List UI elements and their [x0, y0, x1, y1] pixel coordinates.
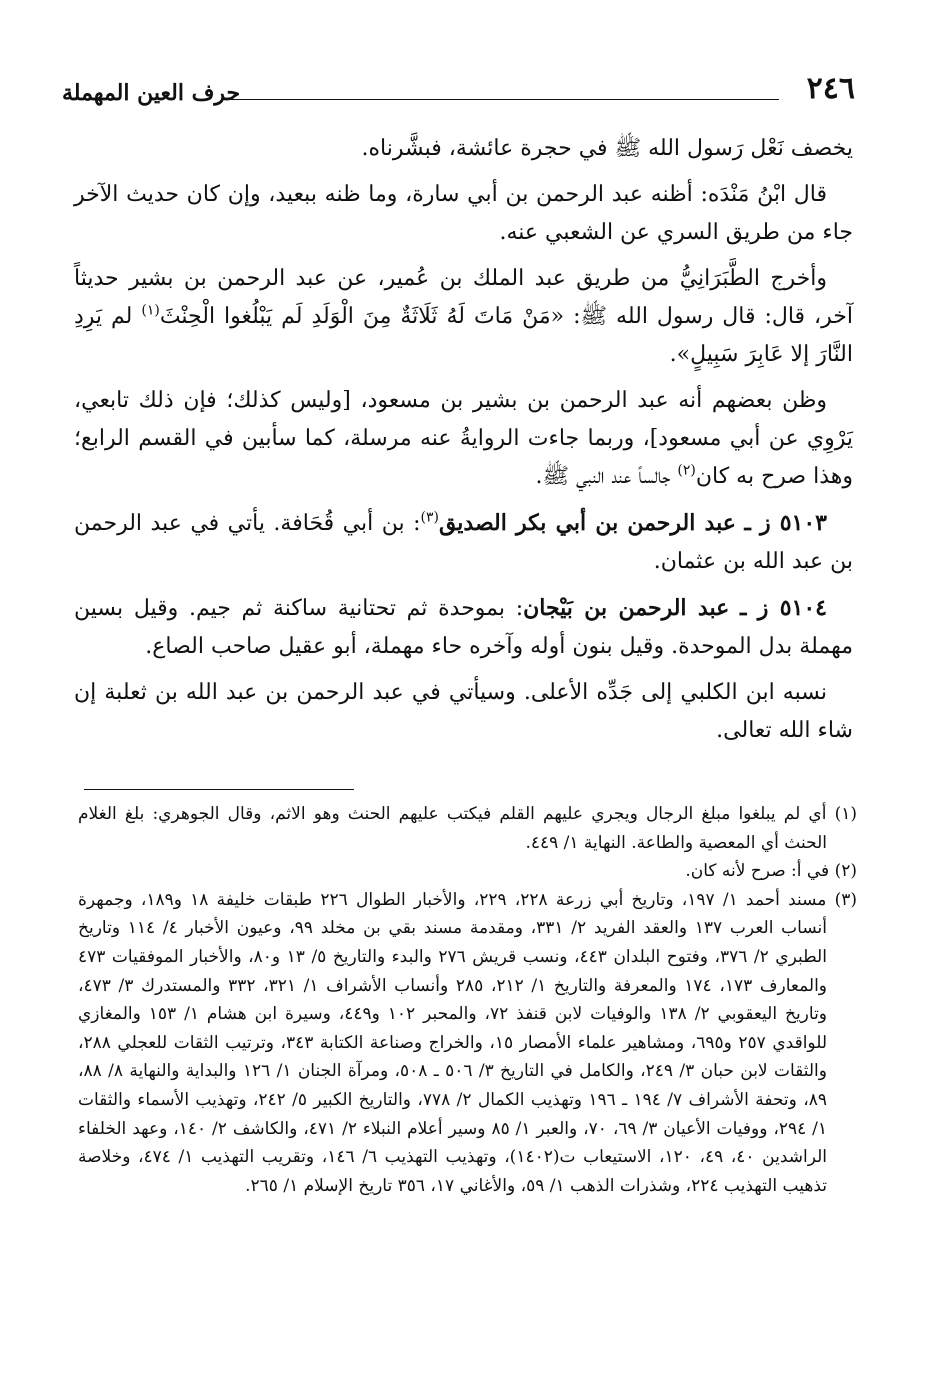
- footnote-2: (٢) في أ: صرح لأنه كان.: [685, 861, 857, 882]
- entry-text: : بموحدة ثم تحتانية ساكنة ثم جيم. وقيل بسين مهملة بدل الموحدة. وقيل بنون أوله وآخره حاء مهملة، أبو عقيل صاحب الصاع.: [74, 596, 853, 659]
- entry-heading: عبد الرحمن بن بَيْجان: [523, 595, 730, 621]
- paragraph-ibn-mandah: قال ابْنُ مَنْدَه: أظنه عبد الرحمن بن أبي سارة، وما ظنه ببعيد، وإن كان حديث الآخر جاء من طريق السري عن الشعبي عنه.: [74, 182, 853, 245]
- paragraph-ibn-kalbi: نسبه ابن الكلبي إلى جَدِّه الأعلى. وسيأتي في عبد الرحمن بن عبد الله بن ثعلبة إن شاء الله تعالى.: [74, 680, 853, 743]
- paragraph-bashir: [74, 382, 853, 496]
- footnote-3: (٣) مسند أحمد ١/ ١٩٧، وتاريخ أبي زرعة ٢٢٨، ٢٢٩، والأخبار الطوال ٢٢٦ طبقات خليفة ١٨ و١٨٩، وجمهرة أنساب العرب ١٣٧ والعقد الفريد ٢/ ٣٣١، ومقدمة مسند بقي بن مخلد ٩٩، وعيون الأخبار ٤/ ١١٤ وتاريخ الطبري ٢/ ٣٧٦، وفتوح البلدان ٤٤٣، ونسب قريش ٢٧٦ والبدء والتاريخ ٥/ ١٣ و٨٠، والأخبار الموفقيات ٤٧٣ والمعارف ١٧٣، ١٧٤ والمعرفة والتاريخ ١/ ٢١٢، ٢٨٥ وأنساب الأشراف ١/ ٣٢١، ٣٣٢ والمستدرك ٣/ ٤٧٣، وتاريخ اليعقوبي ٢/ ١٣٨ والوفيات لابن قنفذ ٧٢، والمحبر ١٠٢ و٤٤٩، وسيرة ابن هشام ١/ ١٥٣ والمغازي للواقدي ٢٥٧ و٦٩٥، ومشاهير علماء الأمصار ١٥، والخراج وصناعة الكتابة ٣٤٣، وترتيب الثقات للعجلي ٢٨٨، والثقات لابن حبان ٣/ ٢٤٩، والكامل في التاريخ ٣/ ٥٠٦ ـ ٥٠٨، ومرآة الجنان ١/ ١٢٦ والبداية والنهاية ٨/ ٨٨، ٨٩، وتحفة الأشراف ٧/ ١٩٤ ـ ١٩٦ وتهذيب الكمال ٢/ ٧٧٨، والتاريخ الكبير ٥/ ٢٤٢، وتهذيب الأسماء والثقات ١/ ٢٩٤، ووفيات الأعيان ٣/ ٦٩، ٧٠، والعبر ١/ ٨٥ وسير أعلام النبلاء ٢/ ٤٧١، والكاشف ٢/ ١٤٠، وعهد الخلفاء الراشدين ٤٠، ٤٩، ١٢٠، الاستيعاب ت(١٤٠٢)، وتهذيب التهذيب ٦/ ١٤٦، وتقريب التهذيب ١/ ٤٧٤، وخلاصة تذهيب التهذيب ٢٢٤، وشذرات الذهب ١/ ٥٩، والأغاني ١٧، ٣٥٦ تاريخ الإسلام ١/ ٢٦٥.: [78, 889, 858, 1196]
- entry-number: ٥١٠٤ ز ـ: [739, 595, 827, 621]
- page-number: ٢٤٦: [806, 71, 855, 106]
- footnote-ref-1: (١): [141, 302, 160, 319]
- running-head: حرف العين المهملة: [62, 80, 241, 106]
- paragraph-tabarani: [74, 260, 853, 374]
- footnote-ref-3: (٣): [420, 509, 439, 526]
- paragraph-bashir-text-end: جالساً عند النبي ﷺ.: [535, 464, 678, 489]
- footnote-1: (١) أي لم يبلغوا مبلغ الرجال ويجري عليهم القلم فيكتب عليهم الحنث وهو الاثم، وقال الجوهري: بلغ الغلام الحنث أي المعصية والطاعة. النهاية ١/ ٤٤٩.: [78, 804, 857, 853]
- paragraph-tabarani-text: وأخرج الطَّبَرَانِيُّ من طريق عبد الملك بن عُمير، عن عبد الرحمن بن بشير حديثاً آخر، قال: قال رسول الله ﷺ: «مَنْ مَاتَ لَهُ ثَلَاثَةٌ مِنَ الْوَلَدِ لَم يَبْلُغوا الْحِنْثَ: [74, 266, 853, 329]
- footnotes: [78, 800, 857, 1200]
- main-text: [74, 130, 853, 758]
- header-rule: [230, 99, 779, 100]
- paragraph-tabarani-text-end: لم يَرِدِ النَّارَ إلا عَابِرَ سَبِيلٍ».: [74, 304, 853, 367]
- page-header: [62, 72, 855, 108]
- footnote-separator: [84, 789, 354, 790]
- paragraph-bashir-text: وظن بعضهم أنه عبد الرحمن بن بشير بن مسعود، [وليس كذلك؛ فإن ذلك تابعي، يَرْوِي عن أبي مسعود]، وربما جاءت الروايةُ عنه مرسلة، كما سأبين في القسم الرابع؛ وهذا صرح به كان: [74, 388, 853, 489]
- footnote-ref-2: (٢): [677, 462, 696, 479]
- entry-number: ٥١٠٣ ز ـ: [744, 510, 827, 536]
- entry-heading: عبد الرحمن بن أبي بكر الصديق: [438, 510, 736, 536]
- entry-text: : بن أبي قُحَافة. يأتي في عبد الرحمن بن عبد الله بن عثمان.: [74, 511, 853, 574]
- entry-5104: [74, 589, 853, 666]
- entry-5103: [74, 504, 853, 581]
- paragraph-continuation: يخصف نَعْل رَسول الله ﷺ في حجرة عائشة، فبشَّرناه.: [361, 136, 853, 161]
